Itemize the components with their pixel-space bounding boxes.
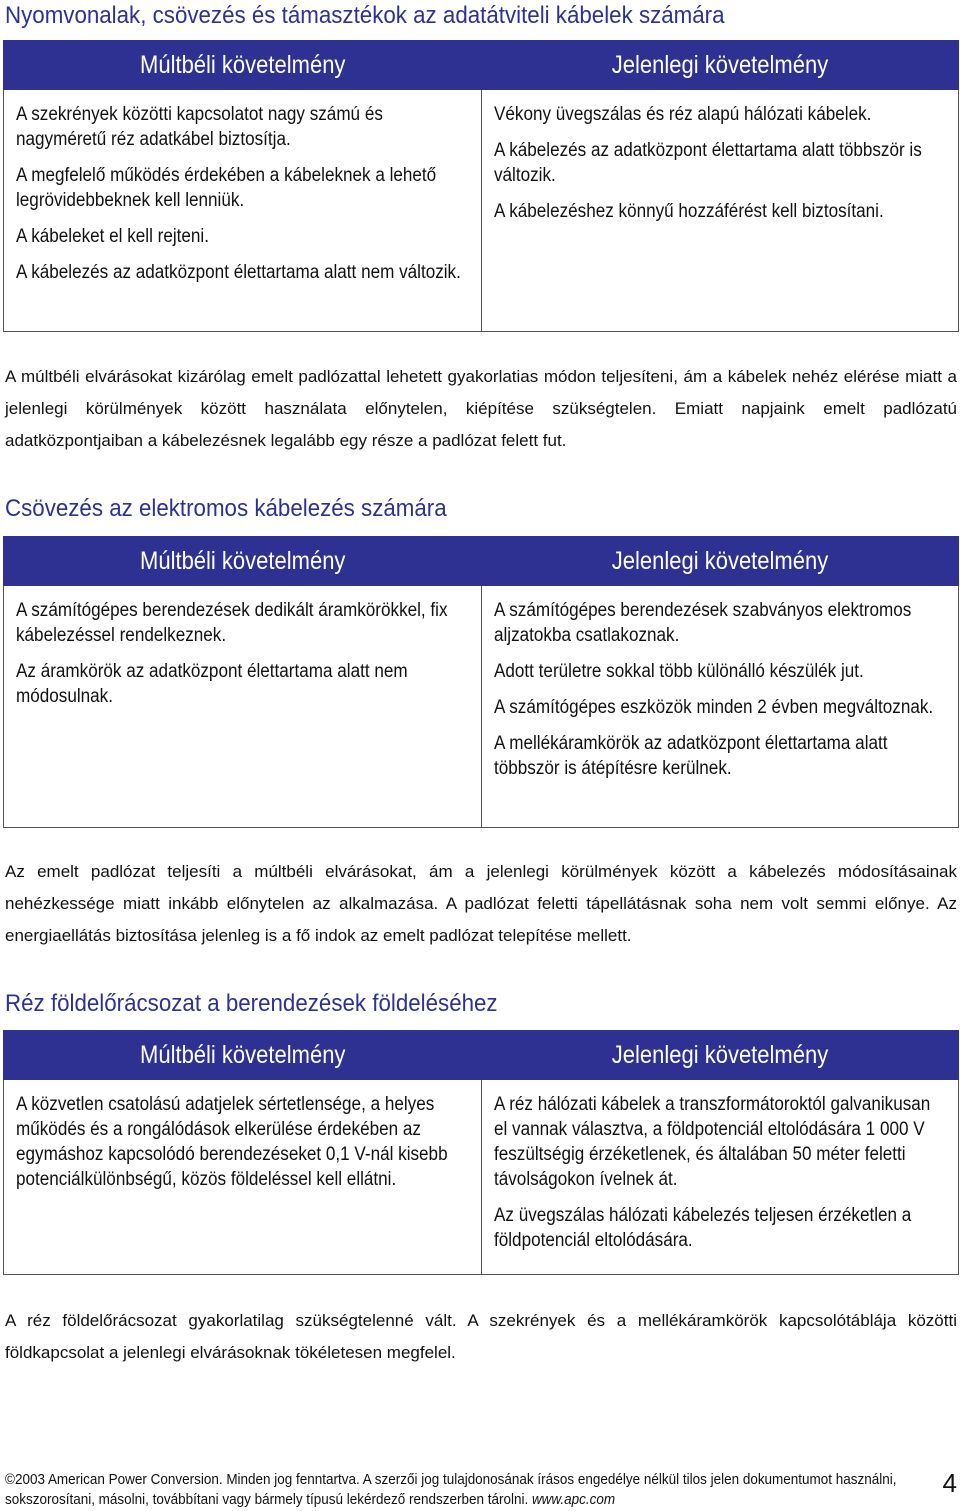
current-requirement-header: Jelenlegi követelmény xyxy=(482,537,959,586)
footer-url[interactable]: www.apc.com xyxy=(531,1492,616,1508)
past-requirement-header: Múltbéli követelmény xyxy=(4,537,482,586)
copyright-symbol: © xyxy=(5,1472,15,1488)
requirement-item: A kábelezés az adatközpont élettartama alatt nem változik. xyxy=(16,262,461,283)
requirement-item: A réz hálózati kábelek a transzformátoroktól galvanikusan el vannak választva, a földpotenciál eltolódására 1 000 V feszültségig érzéketlenek, és általában 50 méter feletti távolságokon ívelnek át. xyxy=(494,1094,931,1190)
past-requirements-cell xyxy=(4,90,482,332)
current-requirements-cell xyxy=(482,1080,959,1275)
requirement-item: Az üvegszálas hálózati kábelezés teljesen érzéketlen a földpotenciál eltolódására. xyxy=(494,1205,912,1251)
section-2-paragraph: Az emelt padlózat teljesíti a múltbéli elvárásokat, ám a jelenlegi körülmények között a kábelezés módosításainak nehézkessége miatt inkább előnytelen az alkalmazása. A padlózat feletti tápellátásnak soha nem volt semmi előnye. Az energiaellátás biztosítása jelenleg is a fő indok az emelt padlózat telepítése mellett. xyxy=(5,862,957,945)
past-requirements-cell xyxy=(4,1080,482,1275)
section-2-title: Csövezés az elektromos kábelezés számára xyxy=(5,495,447,522)
footer xyxy=(5,1470,915,1510)
section-1-title: Nyomvonalak, csövezés és támasztékok az adatátviteli kábelek számára xyxy=(5,2,725,29)
past-requirements-cell xyxy=(4,586,482,828)
section-1-paragraph: A múltbéli elvárásokat kizárólag emelt padlózattal lehetett gyakorlatias módon teljesíteni, ám a kábelek nehéz elérése miatt a jelenlegi körülmények között használata előnytelen, kiépítése szükségtelen. Emiatt napjaink emelt padlózatú adatközpontjaiban a kábelezésnek legalább egy része a padlózat felett fut. xyxy=(5,367,957,450)
current-requirement-header: Jelenlegi követelmény xyxy=(482,1031,959,1080)
footer-text: 2003 American Power Conversion. Minden jog fenntartva. A szerzői jog tulajdonosának írásos engedélye nélkül tilos jelen dokumentumot használni, sokszorosítani, másolni, továbbítani vagy bármely típusú lekérdező rendszerben tárolni. xyxy=(5,1472,897,1508)
section-3-paragraph: A réz földelőrácsozat gyakorlatilag szükségtelenné vált. A szekrények és a mellékáramkörök kapcsolótáblája közötti földkapcsolat a jelenlegi elvárásoknak tökéletesen megfelel. xyxy=(5,1311,957,1362)
requirement-item: A megfelelő működés érdekében a kábeleknek a lehető legrövidebbeknek kell lenniük. xyxy=(16,165,437,211)
requirement-item: A számítógépes berendezések dedikált áramkörökkel, fix kábelezéssel rendelkeznek. xyxy=(16,600,448,646)
requirement-item: A szekrények közötti kapcsolatot nagy számú és nagyméretű réz adatkábel biztosítja. xyxy=(16,104,383,150)
current-requirements-cell xyxy=(482,90,959,332)
requirements-table-2 xyxy=(3,536,959,828)
requirement-item: Vékony üvegszálas és réz alapú hálózati kábelek. xyxy=(494,104,872,125)
requirement-item: A számítógépes eszközök minden 2 évben megváltoznak. xyxy=(494,697,934,718)
section-3-title: Réz földelőrácsozat a berendezések földeléséhez xyxy=(5,990,498,1017)
requirement-item: A kábeleket el kell rejteni. xyxy=(16,226,209,247)
past-requirement-header: Múltbéli követelmény xyxy=(4,1031,482,1080)
requirements-table-1 xyxy=(3,40,959,332)
current-requirement-header: Jelenlegi követelmény xyxy=(482,41,959,90)
requirement-item: A közvetlen csatolású adatjelek sértetlensége, a helyes működés és a rongálódások elkerülése érdekében az egymáshoz kapcsolódó berendezéseket 0,1 V-nál kisebb potenciálkülönbségű, közös földeléssel kell ellátni. xyxy=(16,1094,448,1190)
requirement-item: A mellékáramkörök az adatközpont élettartama alatt többször is átépítésre kerülnek. xyxy=(494,733,888,779)
requirement-item: Adott területre sokkal több különálló készülék jut. xyxy=(494,661,864,682)
requirement-item: Az áramkörök az adatközpont élettartama alatt nem módosulnak. xyxy=(16,661,408,707)
requirement-item: A számítógépes berendezések szabványos elektromos aljzatokba csatlakoznak. xyxy=(494,600,912,646)
requirement-item: A kábelezés az adatközpont élettartama alatt többször is változik. xyxy=(494,140,922,186)
page-number: 4 xyxy=(942,1468,957,1498)
current-requirements-cell xyxy=(482,586,959,828)
requirements-table-3 xyxy=(3,1030,959,1275)
requirement-item: A kábelezéshez könnyű hozzáférést kell biztosítani. xyxy=(494,201,884,222)
past-requirement-header: Múltbéli követelmény xyxy=(4,41,482,90)
